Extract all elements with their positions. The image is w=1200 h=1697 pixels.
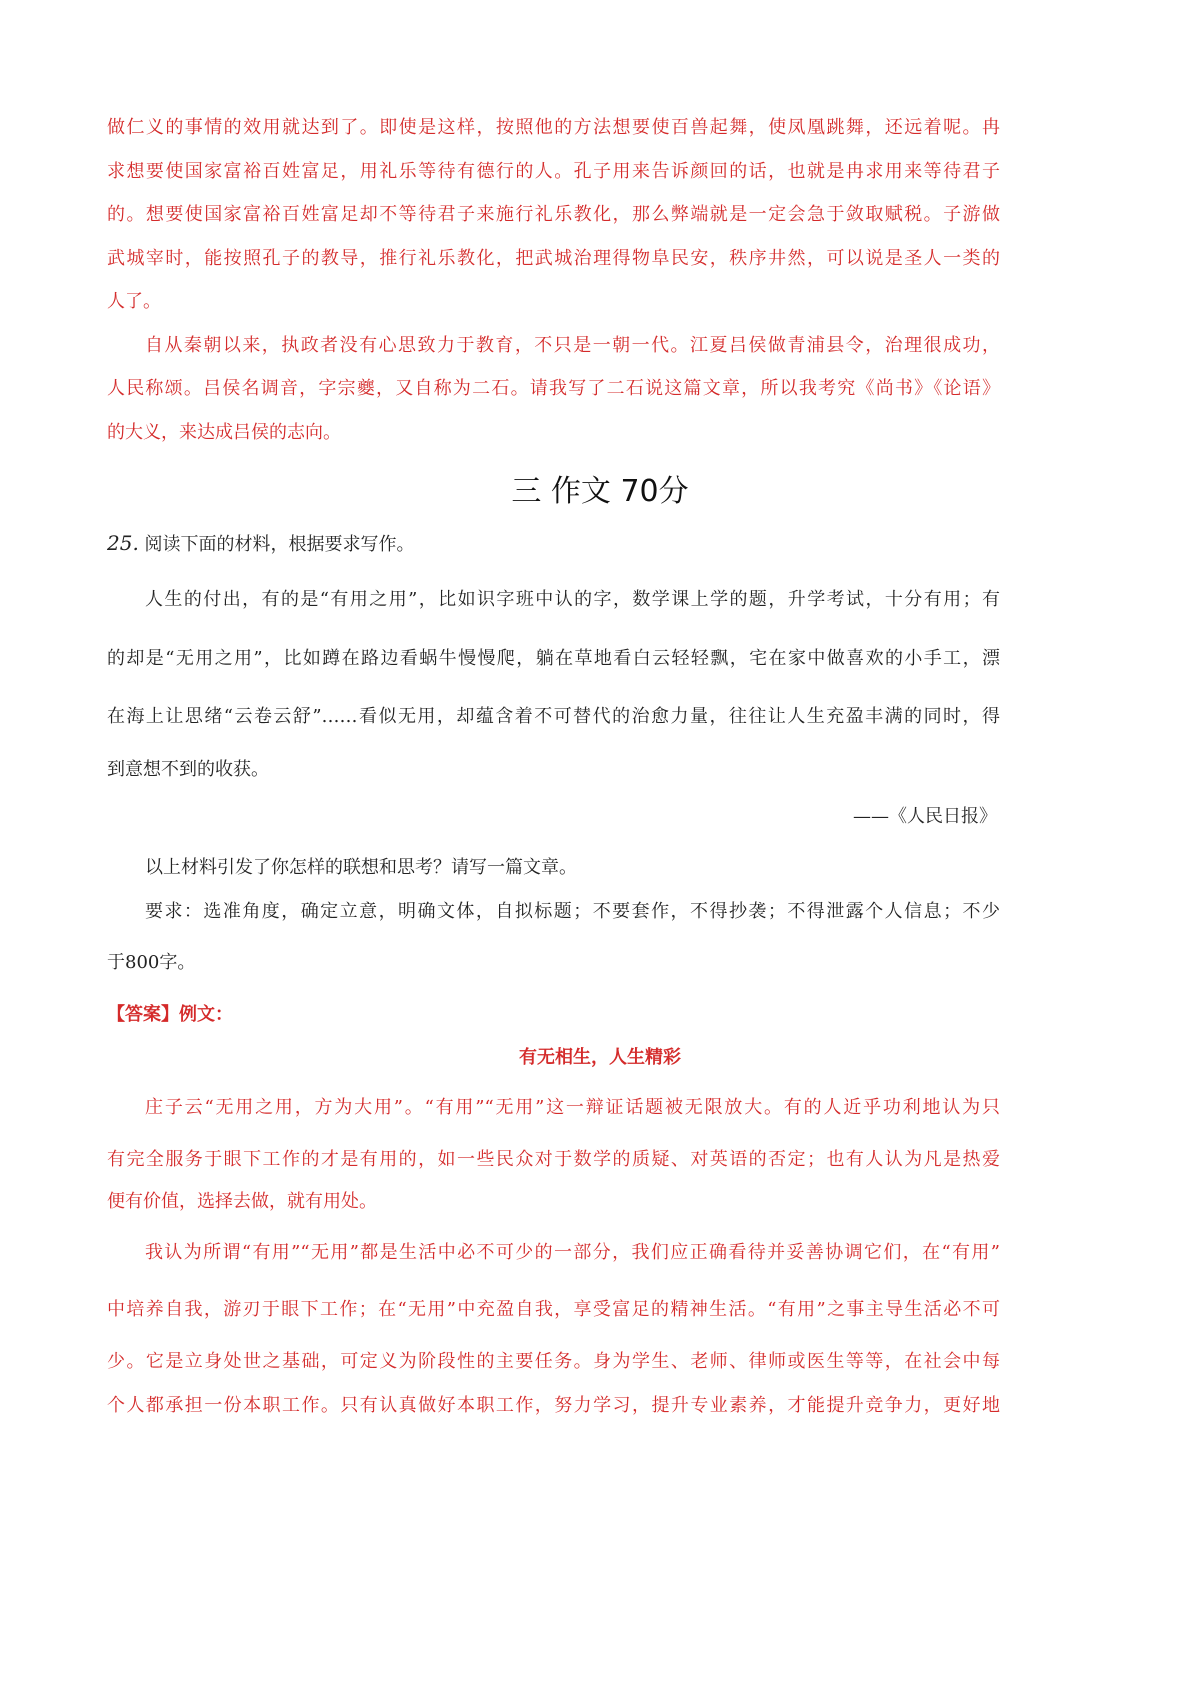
answer-label: 【答案】例文： — [107, 1004, 233, 1025]
commentary-line: 的。想要使国家富裕百姓富足却不等待君子来施行礼乐教化，那么弊端就是一定会急于敛取赋税。子游做 — [107, 204, 1000, 225]
essay-title: 有无相生，人生精彩 — [519, 1047, 681, 1068]
section-title: 三 作文 70分 — [511, 474, 689, 509]
material-line: 人生的付出，有的是“有用之用”，比如识字班中认的字，数学课上学的题，升学考试，十分有用；有 — [145, 589, 1000, 610]
essay-line: 庄子云“无用之用，方为大用”。“有用”“无用”这一辩证话题被无限放大。有的人近乎功利地认为只 — [145, 1097, 1000, 1118]
commentary-line: 做仁义的事情的效用就达到了。即使是这样，按照他的方法想要使百兽起舞，使凤凰跳舞，还远着呢。冉 — [107, 117, 1000, 138]
essay-line: 个人都承担一份本职工作。只有认真做好本职工作，努力学习，提升专业素养，才能提升竞争力，更好地 — [107, 1395, 1000, 1416]
question-prompt-text: 阅读下面的材料，根据要求写作。 — [144, 534, 415, 555]
question-number: 25. — [107, 531, 139, 555]
commentary-line: 的大义，来达成吕侯的志向。 — [107, 422, 341, 443]
material-source: ——《人民日报》 — [853, 806, 997, 827]
commentary-line: 自从秦朝以来，执政者没有心思致力于教育，不只是一朝一代。江夏吕侯做青浦县令，治理很成功， — [145, 335, 1000, 356]
task-text: 以上材料引发了你怎样的联想和思考？请写一篇文章。 — [145, 857, 577, 878]
essay-line: 有完全服务于眼下工作的才是有用的，如一些民众对于数学的质疑、对英语的否定；也有人认为凡是热爱 — [107, 1149, 1000, 1170]
material-line: 在海上让思绪“云卷云舒”……看似无用，却蕴含着不可替代的治愈力量，往往让人生充盈丰满的同时，得 — [107, 706, 1000, 727]
material-line: 到意想不到的收获。 — [107, 759, 269, 780]
material-line: 的却是“无用之用”，比如蹲在路边看蜗牛慢慢爬，躺在草地看白云轻轻飘，宅在家中做喜欢的小手工，漂 — [107, 648, 1000, 669]
commentary-line: 人民称颂。吕侯名调音，字宗夔，又自称为二石。请我写了二石说这篇文章，所以我考究《尚书》《论语》 — [107, 378, 1000, 399]
essay-line: 中培养自我，游刃于眼下工作；在“无用”中充盈自我，享受富足的精神生活。“有用”之事主导生活必不可 — [107, 1299, 1000, 1320]
essay-line: 便有价值，选择去做，就有用处。 — [107, 1191, 377, 1212]
commentary-line: 人了。 — [107, 291, 161, 312]
requirements-line: 于800字。 — [107, 952, 196, 973]
commentary-line: 武城宰时，能按照孔子的教导，推行礼乐教化，把武城治理得物阜民安，秩序井然，可以说是圣人一类的 — [107, 248, 1000, 269]
essay-line: 我认为所谓“有用”“无用”都是生活中必不可少的一部分，我们应正确看待并妥善协调它们，在“有用” — [145, 1242, 1000, 1263]
commentary-line: 求想要使国家富裕百姓富足，用礼乐等待有德行的人。孔子用来告诉颜回的话，也就是冉求用来等待君子 — [107, 161, 1000, 182]
requirements-line: 要求：选准角度，确定立意，明确文体，自拟标题；不要套作，不得抄袭；不得泄露个人信息；不少 — [145, 901, 1000, 922]
question-prompt — [107, 531, 1000, 557]
essay-line: 少。它是立身处世之基础，可定义为阶段性的主要任务。身为学生、老师、律师或医生等等，在社会中每 — [107, 1351, 1000, 1372]
